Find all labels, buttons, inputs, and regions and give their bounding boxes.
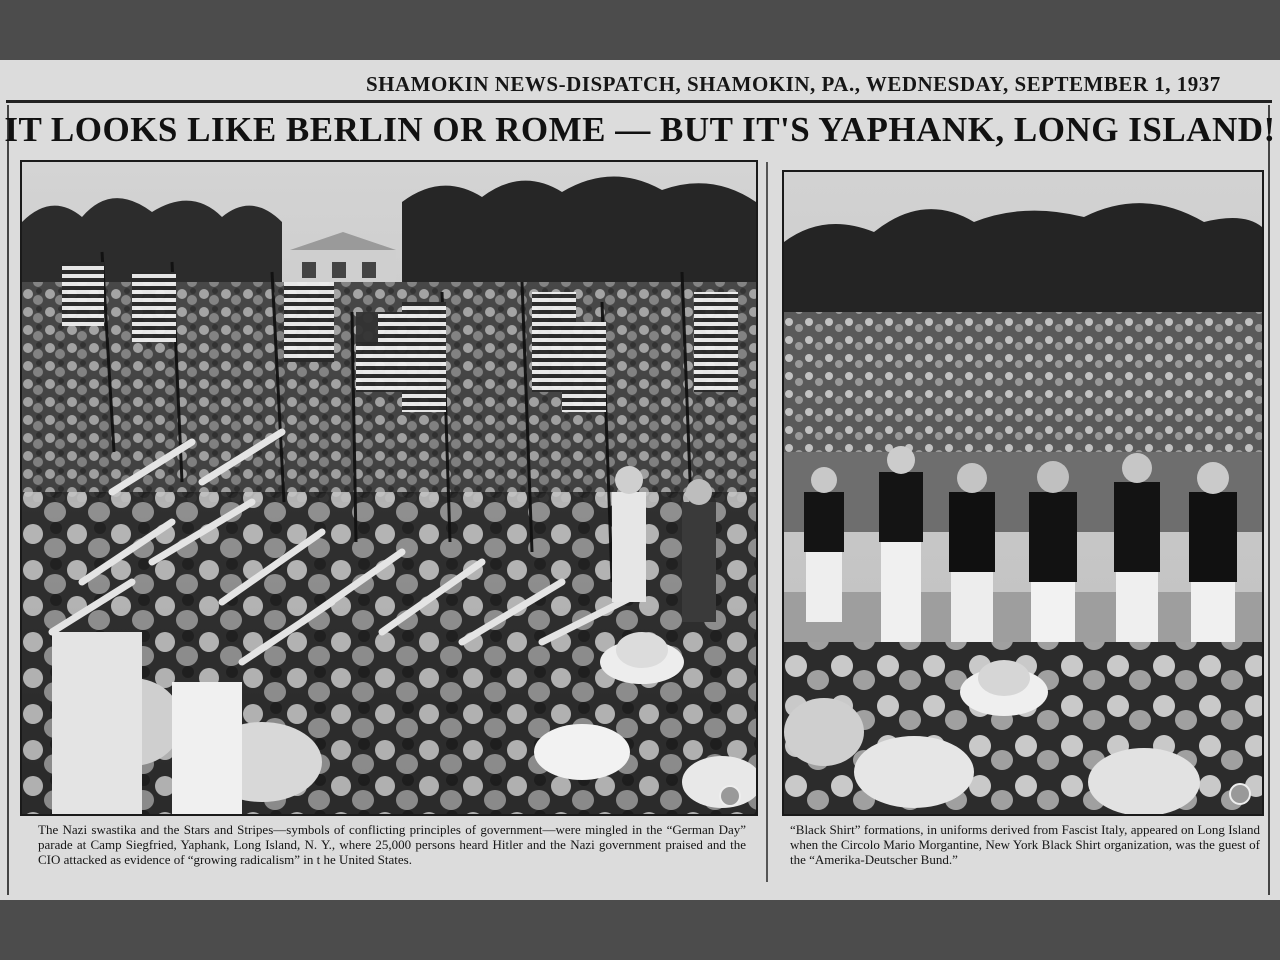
column-divider [766,162,768,882]
newspaper-page [0,60,1280,900]
blackshirt-photo-image [784,172,1262,814]
viewer-top-bar [0,0,1280,60]
caption-left: The Nazi swastika and the Stars and Stripes—symbols of conflicting principles of government—were mingled in the “German Day” parade at Camp Siegfried, Yaphank, Long Island, N. Y., where 25,000 persons heard Hitler and the Nazi government praised and the CIO attacked as evidence of “growing radicalism” in t he United States. [38,822,746,867]
masthead-rule [6,100,1272,103]
masthead: SHAMOKIN NEWS-DISPATCH, SHAMOKIN, PA., WEDNESDAY, SEPTEMBER 1, 1937 [366,72,1221,96]
caption-right: “Black Shirt” formations, in uniforms derived from Fascist Italy, appeared on Long Island when the Circolo Mario Morgantine, New York Black Shirt organization, was the guest of the “Amerika-Deutscher Bund.” [790,822,1260,867]
rally-photo-image [22,162,756,814]
photo-rally-crowd [20,160,758,816]
viewer-bottom-bar [0,900,1280,960]
right-border-rule [1268,105,1270,895]
left-border-rule [7,105,9,895]
photo-black-shirt-march [782,170,1264,816]
headline: IT LOOKS LIKE BERLIN OR ROME — BUT IT'S YAPHANK, LONG ISLAND! [4,110,1276,149]
